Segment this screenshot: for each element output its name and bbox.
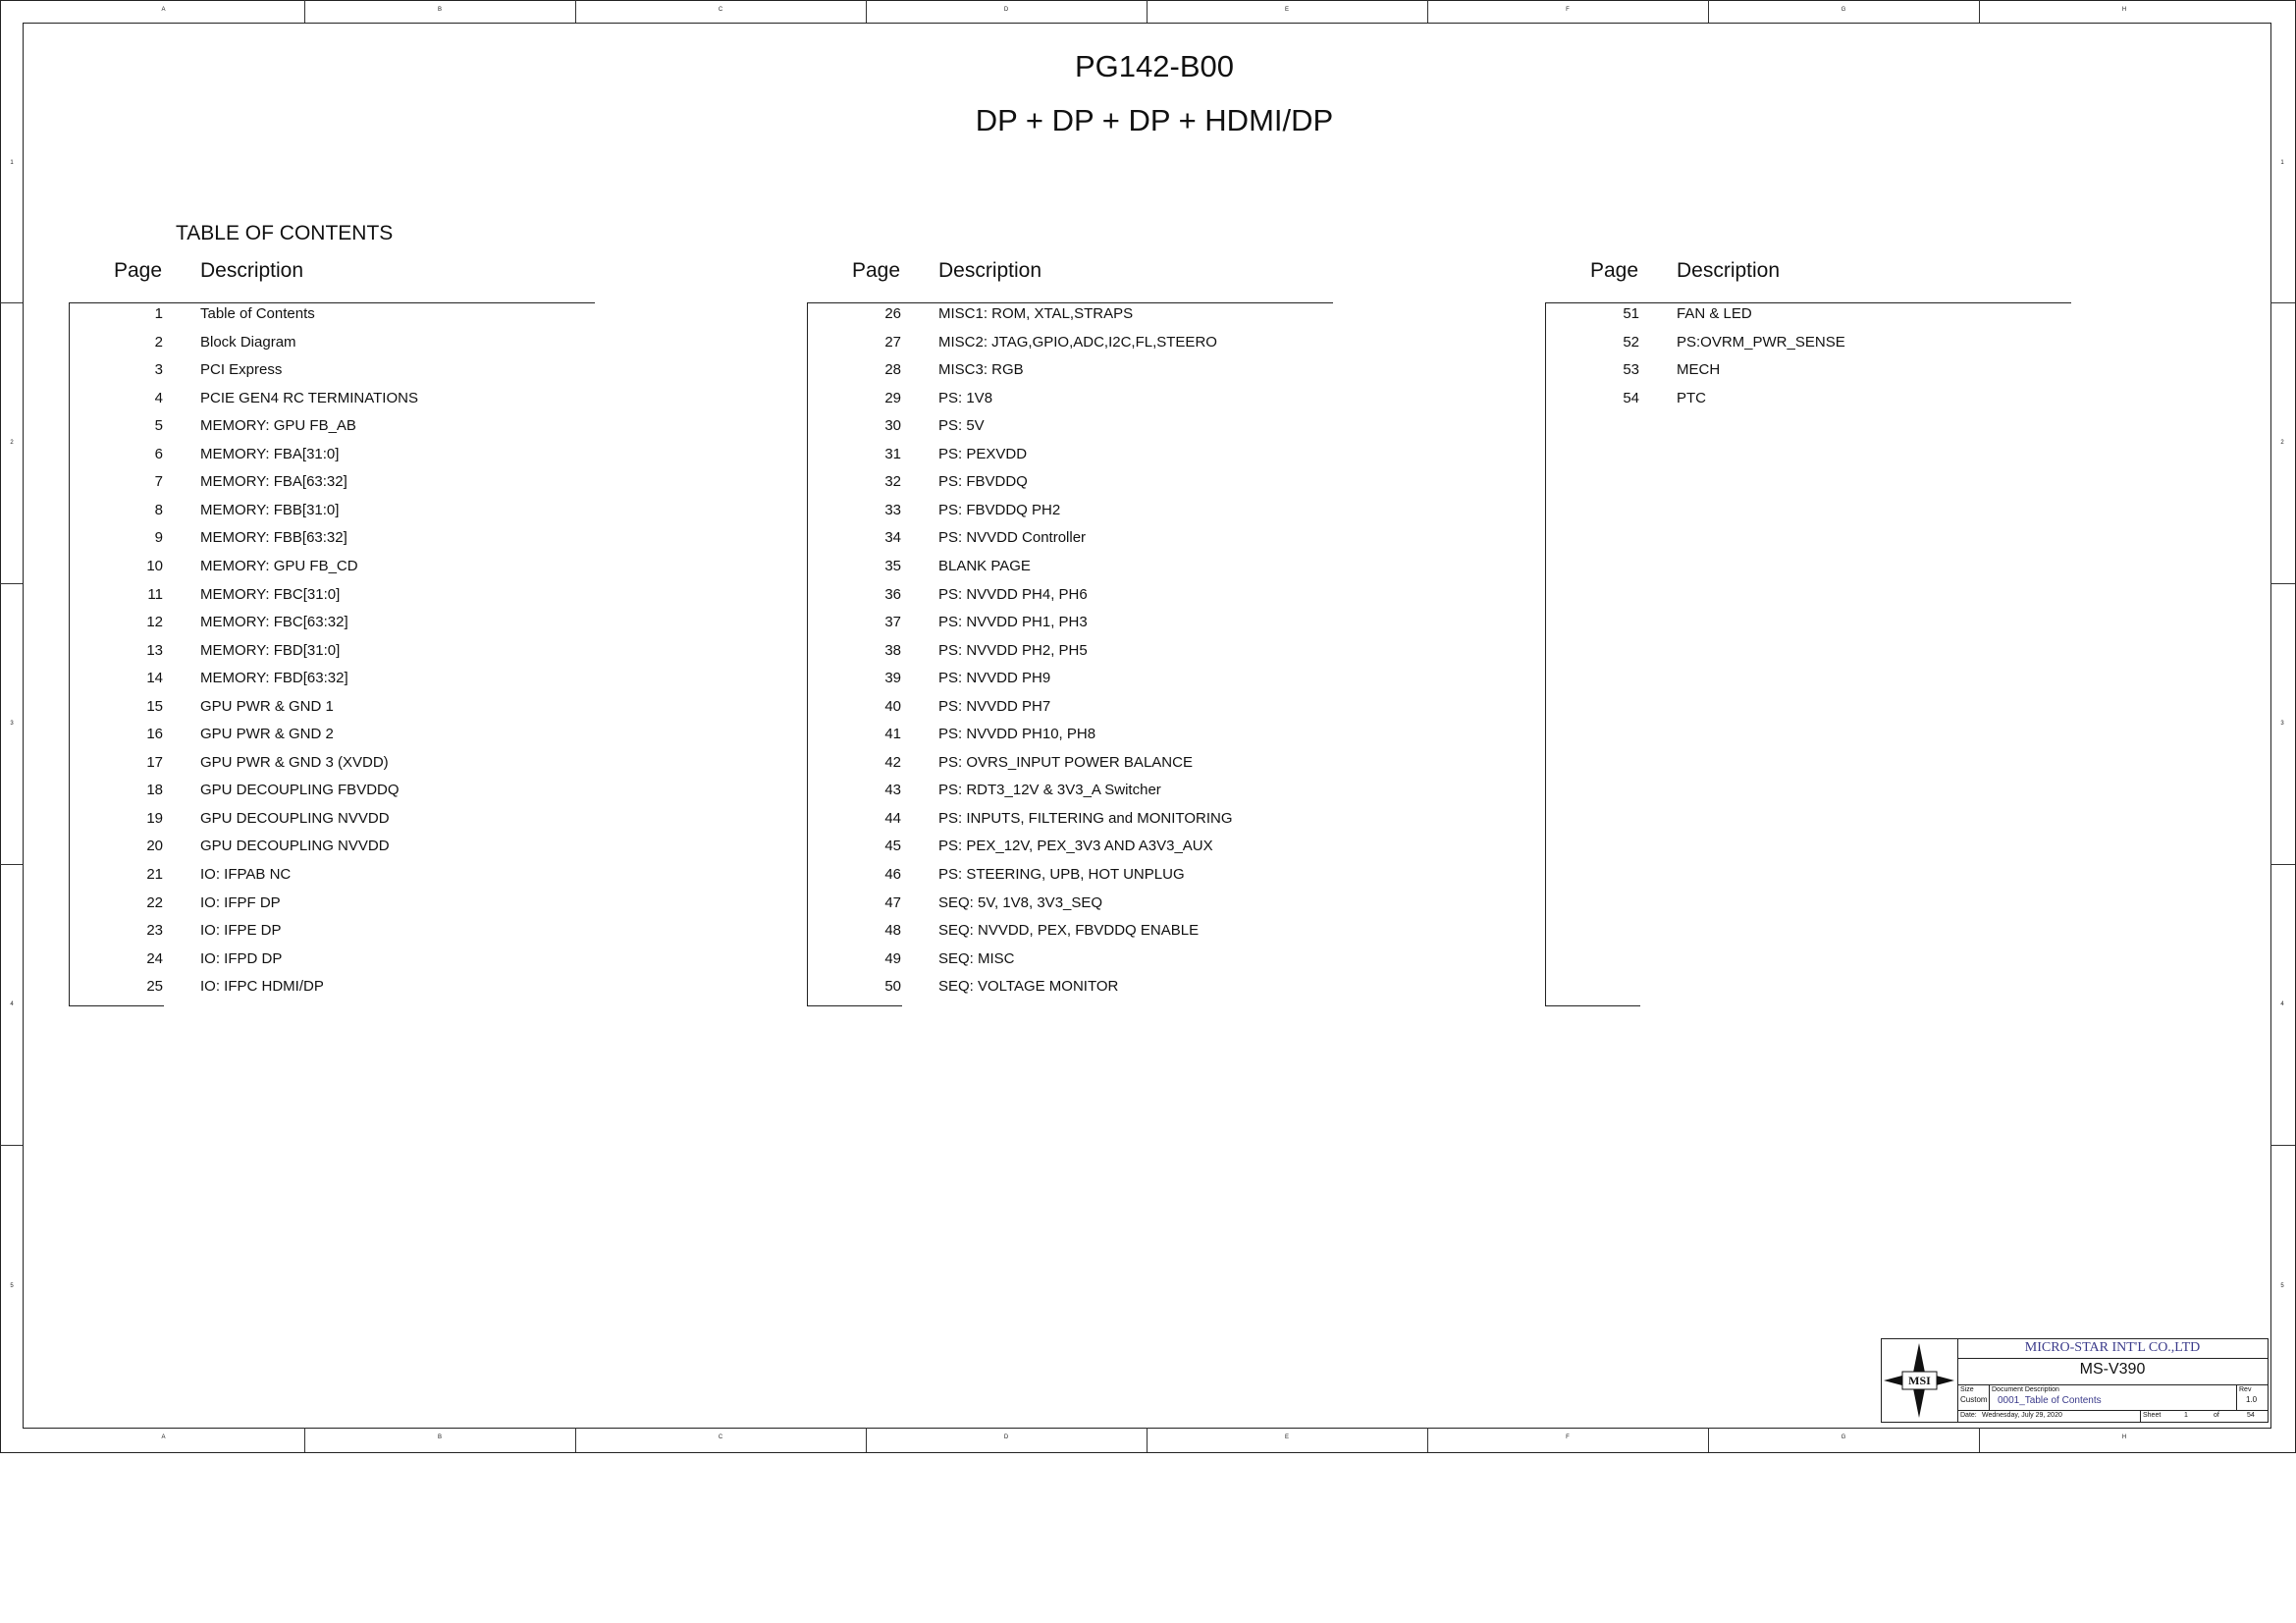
toc-description: SEQ: MISC [938, 949, 1015, 967]
toc-description: GPU PWR & GND 1 [200, 697, 334, 715]
zone-column-label: D [1003, 1434, 1009, 1440]
toc-page-number: 10 [146, 557, 163, 574]
toc-page-number: 32 [884, 473, 901, 491]
toc-description: GPU PWR & GND 3 (XVDD) [200, 753, 389, 771]
toc-page-number: 20 [146, 838, 163, 855]
toc-page-number: 44 [884, 809, 901, 827]
zone-divider [575, 0, 576, 23]
toc-description: IO: IFPC HDMI/DP [200, 978, 324, 996]
toc-page-number: 36 [884, 585, 901, 603]
toc-description: GPU DECOUPLING NVVDD [200, 838, 390, 855]
toc-description: MEMORY: FBB[31:0] [200, 501, 340, 518]
zone-divider [0, 302, 23, 303]
toc-description: PS: PEXVDD [938, 445, 1028, 462]
toc-page-number: 49 [884, 949, 901, 967]
zone-divider [1427, 1428, 1428, 1452]
toc-description: FAN & LED [1677, 305, 1752, 322]
toc-page-header: Page [114, 259, 163, 282]
toc-page-number: 30 [884, 417, 901, 435]
toc-description: PS: PEX_12V, PEX_3V3 AND A3V3_AUX [938, 838, 1213, 855]
toc-page-number: 29 [884, 389, 901, 406]
toc-page-number: 9 [154, 529, 163, 547]
toc-page-number: 28 [884, 361, 901, 379]
zone-column-label: B [437, 7, 442, 13]
toc-description: GPU DECOUPLING FBVDDQ [200, 782, 400, 799]
size-value: Custom [1960, 1395, 1988, 1404]
title-block-divider [1958, 1410, 2268, 1411]
toc-description: GPU PWR & GND 2 [200, 726, 334, 743]
toc-description: PS: NVVDD PH10, PH8 [938, 726, 1096, 743]
zone-column-label: G [1841, 1434, 1846, 1440]
zone-column-label: A [161, 7, 166, 13]
rev-value: 1.0 [2246, 1395, 2258, 1404]
toc-description: MEMORY: GPU FB_AB [200, 417, 356, 435]
zone-divider [0, 1145, 23, 1146]
toc-description: PS: NVVDD PH7 [938, 697, 1051, 715]
zone-divider [1708, 0, 1709, 23]
title-block-divider [2140, 1410, 2141, 1422]
svg-text:MSI: MSI [1908, 1374, 1931, 1387]
toc-description: IO: IFPD DP [200, 949, 283, 967]
toc-description: Table of Contents [200, 305, 315, 322]
toc-description: MISC1: ROM, XTAL,STRAPS [938, 305, 1134, 322]
toc-page-number: 15 [146, 697, 163, 715]
toc-page-header: Page [1590, 259, 1639, 282]
toc-page-number: 2 [154, 333, 163, 351]
toc-description: PS:OVRM_PWR_SENSE [1677, 333, 1845, 351]
toc-description: IO: IFPAB NC [200, 866, 292, 883]
zone-row-label: 4 [10, 1001, 14, 1007]
zone-divider [304, 1428, 305, 1452]
toc-page-number: 52 [1623, 333, 1639, 351]
zone-column-label: D [1003, 7, 1009, 13]
title-block-divider [1989, 1384, 1990, 1410]
title-block [1881, 1338, 2269, 1423]
zone-column-label: A [161, 1434, 166, 1440]
toc-description: MEMORY: FBD[63:32] [200, 670, 348, 687]
zone-row-label: 3 [2280, 721, 2284, 727]
zone-divider [1979, 0, 1980, 23]
toc-description: PS: INPUTS, FILTERING and MONITORING [938, 809, 1233, 827]
of-label: of [2214, 1412, 2219, 1419]
toc-page-number: 14 [146, 670, 163, 687]
toc-description: SEQ: 5V, 1V8, 3V3_SEQ [938, 893, 1103, 911]
toc-page-number: 7 [154, 473, 163, 491]
toc-page-number: 22 [146, 893, 163, 911]
logo [1882, 1339, 1958, 1422]
sheet-total: 54 [2247, 1412, 2255, 1419]
toc-page-number: 19 [146, 809, 163, 827]
zone-column-label: C [718, 1434, 723, 1440]
sheet-number: 1 [2184, 1412, 2188, 1419]
toc-description: MISC2: JTAG,GPIO,ADC,I2C,FL,STEERO [938, 333, 1217, 351]
zone-divider [1147, 0, 1148, 23]
toc-page-number: 26 [884, 305, 901, 322]
toc-header-rule [69, 302, 595, 303]
zone-column-label: E [1284, 7, 1289, 13]
toc-description: GPU DECOUPLING NVVDD [200, 809, 390, 827]
toc-description: PS: 1V8 [938, 389, 993, 406]
toc-page-number: 17 [146, 753, 163, 771]
zone-divider [0, 583, 23, 584]
toc-description: MEMORY: FBA[63:32] [200, 473, 347, 491]
toc-description: SEQ: VOLTAGE MONITOR [938, 978, 1119, 996]
size-label: Size [1960, 1386, 1974, 1393]
toc-description-header: Description [200, 259, 304, 282]
zone-divider [866, 1428, 867, 1452]
toc-page-number: 27 [884, 333, 901, 351]
date-label: Date: [1960, 1412, 1977, 1419]
zone-column-label: H [2121, 7, 2127, 13]
toc-description-header: Description [938, 259, 1042, 282]
toc-page-number: 31 [884, 445, 901, 462]
sheet-label: Sheet [2143, 1412, 2162, 1419]
toc-page-number: 54 [1623, 389, 1639, 406]
toc-description: PS: FBVDDQ PH2 [938, 501, 1061, 518]
toc-description: MEMORY: FBB[63:32] [200, 529, 347, 547]
zone-divider [1979, 1428, 1980, 1452]
zone-divider [2270, 583, 2295, 584]
toc-description: BLANK PAGE [938, 557, 1031, 574]
toc-description: MECH [1677, 361, 1721, 379]
toc-page-number: 4 [154, 389, 163, 406]
toc-description: PS: RDT3_12V & 3V3_A Switcher [938, 782, 1161, 799]
toc-page-number: 43 [884, 782, 901, 799]
toc-description: MEMORY: FBC[63:32] [200, 614, 348, 631]
toc-description-header: Description [1677, 259, 1781, 282]
zone-divider [0, 864, 23, 865]
doc-label: Document Description [1992, 1386, 2059, 1393]
toc-page-number: 23 [146, 922, 163, 940]
doc-value: 0001_Table of Contents [1998, 1395, 2102, 1406]
toc-left-rule [69, 302, 70, 1005]
toc-page-number: 42 [884, 753, 901, 771]
zone-column-label: F [1566, 1434, 1570, 1440]
toc-header-rule [1545, 302, 2071, 303]
zone-row-label: 1 [2280, 159, 2284, 166]
toc-page-number: 16 [146, 726, 163, 743]
toc-description: PS: NVVDD PH1, PH3 [938, 614, 1088, 631]
toc-description: PS: NVVDD PH9 [938, 670, 1051, 687]
toc-description: MEMORY: FBD[31:0] [200, 641, 341, 659]
toc-page-number: 50 [884, 978, 901, 996]
toc-page-number: 37 [884, 614, 901, 631]
toc-page-number: 3 [154, 361, 163, 379]
toc-page-number: 25 [146, 978, 163, 996]
toc-description: SEQ: NVVDD, PEX, FBVDDQ ENABLE [938, 922, 1200, 940]
model-name: MS-V390 [2079, 1361, 2146, 1378]
zone-row-label: 3 [10, 721, 14, 727]
zone-row-label: 5 [10, 1282, 14, 1289]
zone-column-label: H [2121, 1434, 2127, 1440]
toc-description: PS: NVVDD PH4, PH6 [938, 585, 1088, 603]
toc-page-number: 38 [884, 641, 901, 659]
zone-column-label: E [1284, 1434, 1289, 1440]
toc-left-rule [807, 302, 808, 1005]
toc-bottom-rule [1545, 1005, 1640, 1006]
toc-description: IO: IFPE DP [200, 922, 282, 940]
toc-bottom-rule [807, 1005, 902, 1006]
toc-description: MEMORY: GPU FB_CD [200, 557, 358, 574]
toc-page-number: 45 [884, 838, 901, 855]
toc-left-rule [1545, 302, 1546, 1005]
toc-description: IO: IFPF DP [200, 893, 281, 911]
toc-description: PS: OVRS_INPUT POWER BALANCE [938, 753, 1193, 771]
toc-page-number: 24 [146, 949, 163, 967]
toc-page-number: 33 [884, 501, 901, 518]
toc-page-number: 47 [884, 893, 901, 911]
zone-column-label: B [437, 1434, 442, 1440]
zone-divider [2270, 1145, 2295, 1146]
zone-column-label: F [1566, 7, 1570, 13]
toc-page-number: 5 [154, 417, 163, 435]
toc-page-number: 35 [884, 557, 901, 574]
toc-description: MEMORY: FBA[31:0] [200, 445, 340, 462]
toc-page-number: 51 [1623, 305, 1639, 322]
msi-logo-icon [1882, 1339, 1957, 1422]
toc-description: MISC3: RGB [938, 361, 1024, 379]
toc-description: PS: FBVDDQ [938, 473, 1028, 491]
toc-page-number: 34 [884, 529, 901, 547]
document-subtitle: DP + DP + DP + HDMI/DP [975, 103, 1334, 137]
toc-header-rule [807, 302, 1333, 303]
zone-divider [866, 0, 867, 23]
toc-page-number: 1 [154, 305, 163, 322]
toc-page-number: 53 [1623, 361, 1639, 379]
toc-page-number: 12 [146, 614, 163, 631]
toc-page-number: 48 [884, 922, 901, 940]
toc-description: PS: NVVDD Controller [938, 529, 1087, 547]
company-name: MICRO-STAR INT'L CO.,LTD [2024, 1340, 2201, 1355]
title-block-divider [1958, 1384, 2268, 1385]
toc-page-number: 40 [884, 697, 901, 715]
zone-column-label: C [718, 7, 723, 13]
toc-description: PS: STEERING, UPB, HOT UNPLUG [938, 866, 1185, 883]
toc-description: PTC [1677, 389, 1706, 406]
toc-page-number: 39 [884, 670, 901, 687]
zone-row-label: 5 [2280, 1282, 2284, 1289]
toc-heading: TABLE OF CONTENTS [176, 222, 394, 244]
toc-page-number: 41 [884, 726, 901, 743]
zone-divider [304, 0, 305, 23]
zone-divider [1708, 1428, 1709, 1452]
toc-description: PS: 5V [938, 417, 985, 435]
toc-description: MEMORY: FBC[31:0] [200, 585, 341, 603]
toc-description: PCIE GEN4 RC TERMINATIONS [200, 389, 418, 406]
toc-page-number: 8 [154, 501, 163, 518]
title-block-divider [1958, 1358, 2268, 1359]
date-value: Wednesday, July 29, 2020 [1982, 1412, 2062, 1419]
toc-page-number: 13 [146, 641, 163, 659]
zone-row-label: 2 [10, 440, 14, 446]
toc-page-number: 18 [146, 782, 163, 799]
zone-column-label: G [1841, 7, 1846, 13]
toc-description: PCI Express [200, 361, 283, 379]
zone-divider [1147, 1428, 1148, 1452]
rev-label: Rev [2239, 1386, 2252, 1393]
zone-row-label: 1 [10, 159, 14, 166]
toc-page-number: 46 [884, 866, 901, 883]
toc-description: Block Diagram [200, 333, 296, 351]
zone-divider [575, 1428, 576, 1452]
toc-page-number: 11 [147, 585, 163, 603]
toc-bottom-rule [69, 1005, 164, 1006]
toc-page-number: 6 [154, 445, 163, 462]
zone-row-label: 2 [2280, 440, 2284, 446]
title-block-divider [2236, 1384, 2237, 1410]
zone-row-label: 4 [2280, 1001, 2284, 1007]
zone-divider [1427, 0, 1428, 23]
document-title: PG142-B00 [1075, 49, 1234, 83]
toc-page-number: 21 [146, 866, 163, 883]
toc-description: PS: NVVDD PH2, PH5 [938, 641, 1088, 659]
zone-divider [2270, 864, 2295, 865]
zone-divider [2270, 302, 2295, 303]
toc-page-header: Page [852, 259, 901, 282]
